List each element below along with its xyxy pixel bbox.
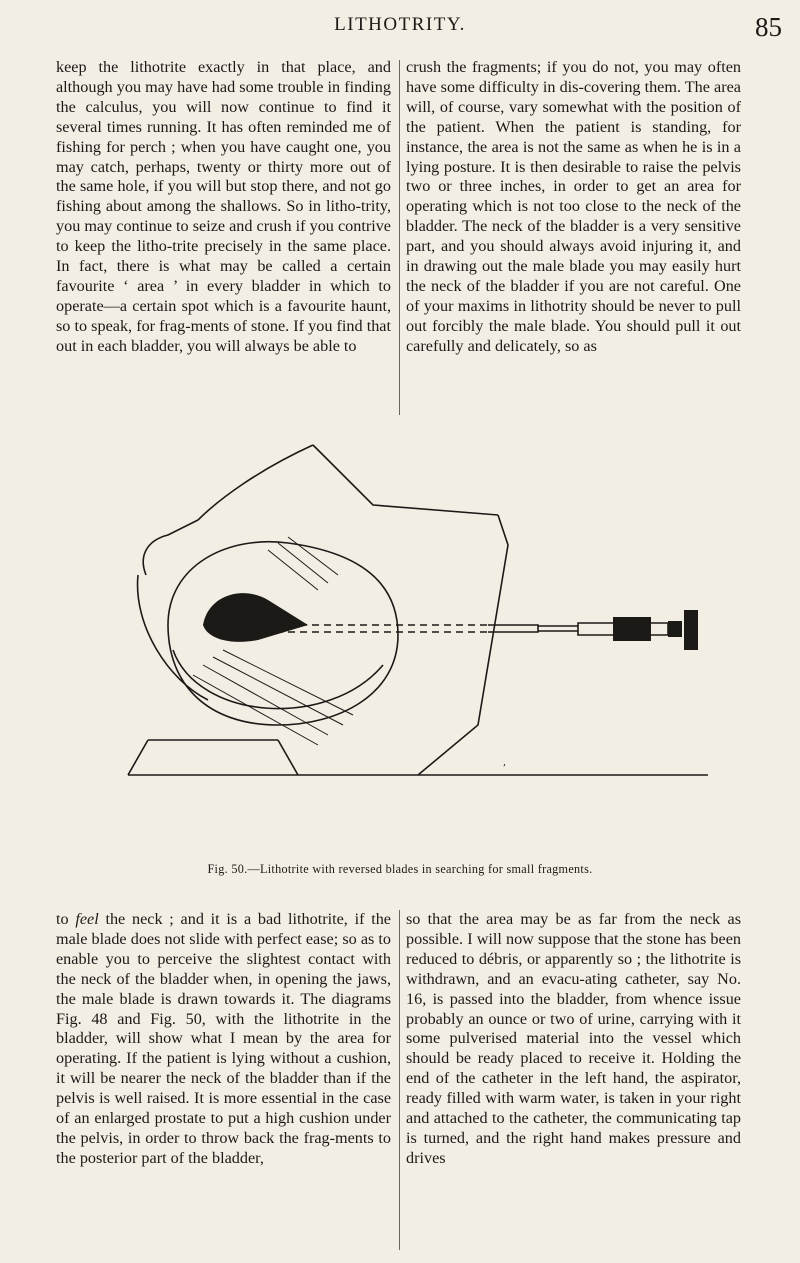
text-column-bottom-right: [406, 910, 741, 1169]
pelvic-outline-left: [143, 520, 198, 575]
column-divider: [399, 60, 400, 415]
paragraph: crush the fragments; if you do not, you may often have some difficulty in dis-covering them. The area will, of course, vary somewhat with the position of the patient. When the patient is standing, for instance, the area is not the same as when he is in a lying posture. It is then desirable to raise the pelvis two or three inches, in order to get an area for operating which is not too close to the neck of the bladder. The neck of the bladder is a very sensitive part, and you should always avoid injuring it, and in drawing out the male blade you may easily hurt the neck of the bladder if you are not careful. One of your maxims in lithotrity should be never to pull out forcibly the male blade. You should pull it out carefully and delicately, so as: [406, 58, 741, 355]
text-column-top-right: [406, 58, 741, 357]
page-number: 85: [755, 12, 782, 42]
hatched-structures: [193, 537, 353, 745]
stray-mark: ,: [503, 757, 507, 768]
paragraph: keep the lithotrite exactly in that place, and although you may have had some trouble in finding the calculus, you will now continue to find it several times running. It has often reminded me of fishing for perch ; when you have caught one, you may catch, perhaps, twenty or thirty more out of the same hole, if you will but stop there, and not go fishing about among the shallows. So in litho-trity, you may continue to seize and crush if you contrive to keep the litho-trite precisely in the same place. In fact, there is what may be called a certain favourite ‘ area ’ in every bladder in which to operate—a certain spot which is a favourite haunt, so to speak, for frag-ments of stone. If you find that out in each bladder, you will always be able to: [56, 58, 391, 355]
lithotrite-jaws: [203, 593, 308, 642]
pelvic-outline-right: [418, 515, 508, 775]
running-title: LITHOTRITY.: [334, 14, 466, 35]
paragraph: [56, 910, 391, 1169]
page-header: [0, 14, 800, 48]
paragraph: so that the area may be as far from the neck as possible. I will now suppose that the stone has been reduced to débris, or apparently so ; the lithotrite is withdrawn, and an evacu-ating catheter, say No. 16, is passed into the bladder, from whence issue probably an ounce or two of urine, carrying with it some pulverised material into the vessel which should be ready placed to receive it. Holding the end of the catheter in the left hand, the aspirator, ready filled with warm water, is taken in your right and attached to the catheter, the communicating tap is turned, and the right hand makes pressure and drives: [406, 910, 741, 1167]
base-left-slant: [128, 740, 148, 775]
figure-caption: Fig. 50.—Lithotrite with reversed blades in searching for small fragments.: [207, 862, 593, 876]
base-mid-slant: [278, 740, 298, 775]
shaft-outer: [538, 626, 578, 631]
bladder-floor: [173, 650, 383, 709]
pelvic-outline-upper: [198, 445, 313, 520]
pelvic-outline-top: [313, 445, 498, 515]
column-divider: [399, 910, 400, 1250]
handle-shading: [613, 610, 698, 650]
text-body: the neck ; and it is a bad lithotrite, if the male blade does not slide with perfect ease; so as to enable you to perceive the slightest contact with the neck of the bladder when, in opening the jaws, the male blade is drawn towards it. The diagrams Fig. 48 and Fig. 50, with the lithotrite in the bladder, will show what I mean by the area for operating. If the patient is lying without a cushion, it will be nearer the neck of the bladder than if the pelvis is well raised. It is more essential in the case of an enlarged prostate to put a high cushion under the pelvis, in order to throw back the frag-ments to the posterior part of the bladder,: [56, 910, 391, 1167]
text-column-bottom-left: [56, 910, 391, 1169]
text-column-top-left: [56, 58, 391, 357]
shaft-meatus: [488, 625, 538, 632]
text-prefix: to: [56, 910, 76, 928]
pubic-arch: [138, 575, 208, 700]
emphasis-feel: feel: [75, 910, 99, 928]
lithotrite-figure: [108, 425, 708, 855]
